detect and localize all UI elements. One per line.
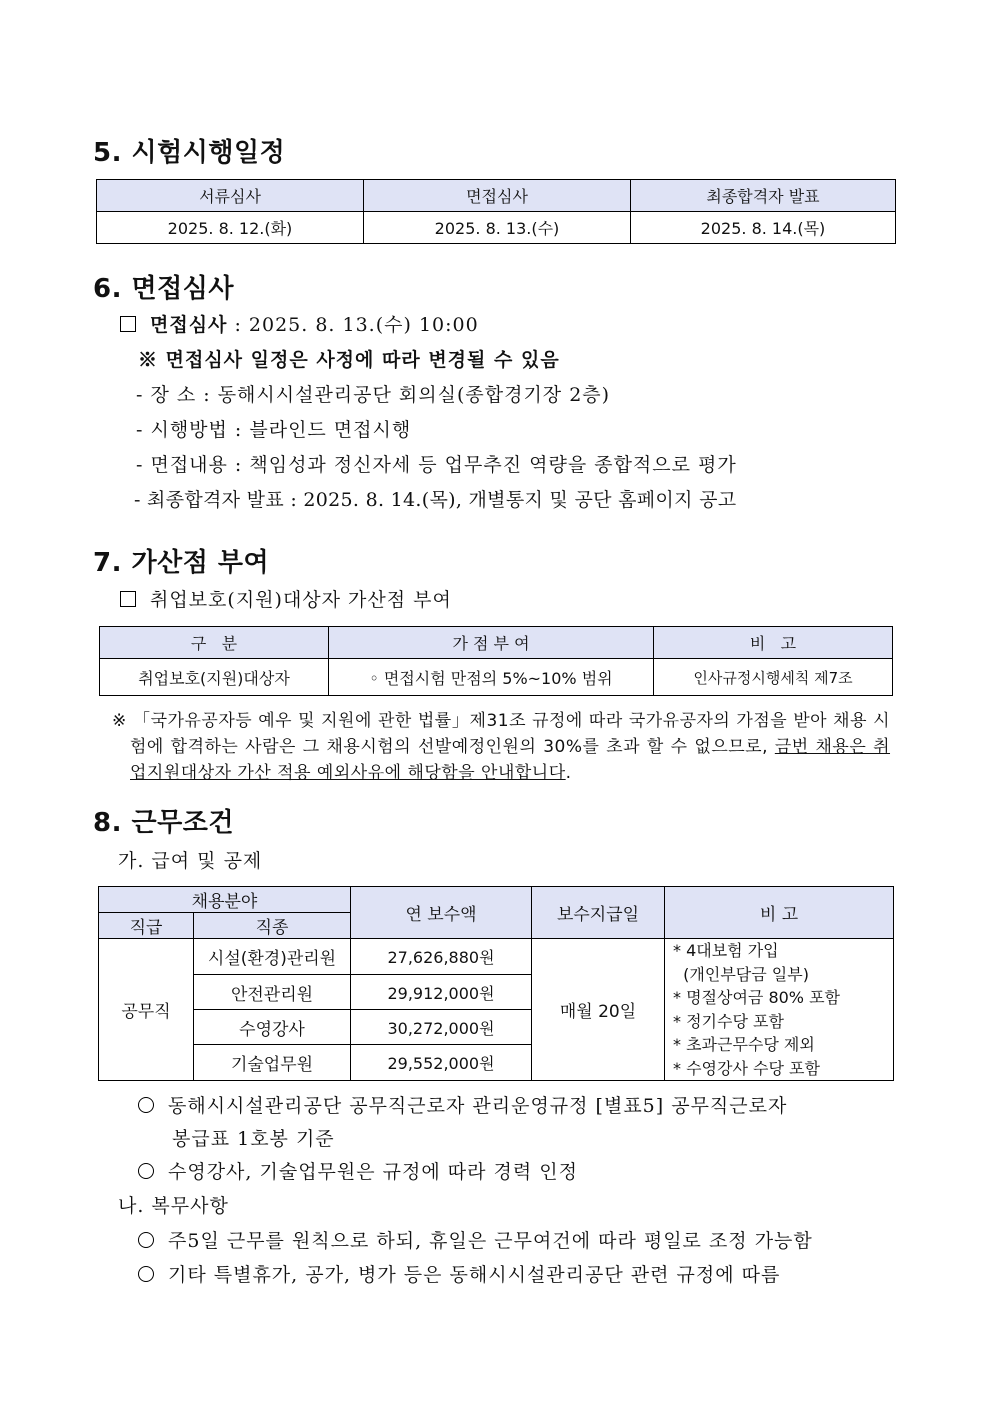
career-text: 수영강사, 기술업무원은 규정에 따라 경력 인정 xyxy=(168,1161,578,1183)
salary-cell: 29,552,000원 xyxy=(351,1045,532,1081)
bonus-category: 취업보호(지원)대상자 xyxy=(100,659,329,696)
header-payday: 보수지급일 xyxy=(532,887,665,939)
circle-bullet-icon xyxy=(138,1232,154,1248)
header-remark: 비 고 xyxy=(654,627,893,659)
checkbox-icon xyxy=(120,316,136,332)
bonus-item xyxy=(120,585,452,612)
interview-item-value: : 2025. 8. 13.(수) 10:00 xyxy=(227,314,479,336)
leave-text: 기타 특별휴가, 공가, 병가 등은 동해시시설관리공단 관련 규정에 따름 xyxy=(168,1264,781,1286)
bonus-item-text: 취업보호(지원)대상자 가산점 부여 xyxy=(150,589,452,611)
bonus-note-underlined: 금번 채용은 취업지원대상자 가산 적용 예외사유에 해당함을 안내합니다 xyxy=(130,737,891,783)
header-field: 채용분야 xyxy=(99,887,351,913)
salary-basis-continued: 봉급표 1호봉 기준 xyxy=(172,1128,335,1150)
payday-cell: 매월 20일 xyxy=(532,939,665,1081)
header-final-announcement: 최종합격자 발표 xyxy=(631,180,896,212)
date-document-review: 2025. 8. 12.(화) xyxy=(97,212,364,244)
header-salary: 연 보수액 xyxy=(351,887,532,939)
checkbox-icon xyxy=(120,591,136,607)
exam-schedule-table xyxy=(96,179,896,244)
salary-cell: 29,912,000원 xyxy=(351,975,532,1010)
header-category: 구 분 xyxy=(100,627,329,659)
header-bonus: 가 점 부 여 xyxy=(329,627,654,659)
header-grade: 직급 xyxy=(99,913,194,939)
interview-content: - 면접내용 : 책임성과 정신자세 등 업무추진 역량을 종합적으로 평가 xyxy=(136,454,737,476)
bonus-note xyxy=(112,708,890,786)
header-document-review: 서류심사 xyxy=(97,180,364,212)
subsection-service: 나. 복무사항 xyxy=(118,1195,229,1217)
circle-bullet-icon xyxy=(138,1266,154,1282)
header-remarks: 비 고 xyxy=(665,887,894,939)
interview-location: - 장 소 : 동해시시설관리공단 회의실(종합경기장 2층) xyxy=(136,384,611,406)
circle-bullet-icon xyxy=(138,1163,154,1179)
workweek-bullet xyxy=(138,1226,813,1253)
date-interview: 2025. 8. 13.(수) xyxy=(364,212,631,244)
circle-bullet-icon xyxy=(138,1097,154,1113)
interview-item-label: 면접심사 xyxy=(150,314,228,336)
grade-cell: 공무직 xyxy=(99,939,194,1081)
type-cell: 시설(환경)관리원 xyxy=(194,939,351,975)
remark-line: * 정기수당 포함 xyxy=(673,1011,784,1031)
remark-line: * 명절상여금 80% 포함 xyxy=(673,988,841,1007)
interview-item xyxy=(120,310,479,337)
section-5-title: 5. 시험시행일정 xyxy=(93,138,286,168)
salary-table xyxy=(98,886,894,1081)
career-bullet xyxy=(138,1157,578,1184)
bonus-note-text: ※ 「국가유공자등 예우 및 지원에 관한 법률」제31조 규정에 따라 국가유공자의 가점을 받아 채용 시험에 합격하는 사람은 그 채용시험의 선발예정인원의 30%를 초과 할 수 없으므로, xyxy=(112,711,890,757)
bonus-range: ◦ 면접시험 만점의 5%~10% 범위 xyxy=(329,659,654,696)
final-announcement-line: - 최종합격자 발표 : 2025. 8. 14.(목), 개별통지 및 공단 홈페이지 공고 xyxy=(134,489,737,511)
subsection-salary: 가. 급여 및 공제 xyxy=(118,850,263,872)
workweek-text: 주5일 근무를 원칙으로 하되, 휴일은 근무여건에 따라 평일로 조정 가능함 xyxy=(168,1230,813,1252)
remarks-cell xyxy=(665,939,894,1081)
salary-cell: 30,272,000원 xyxy=(351,1010,532,1045)
salary-basis-text: 동해시시설관리공단 공무직근로자 관리운영규정 [별표5] 공무직근로자 xyxy=(168,1095,788,1117)
type-cell: 수영강사 xyxy=(194,1010,351,1045)
interview-method: - 시행방법 : 블라인드 면접시행 xyxy=(136,419,412,441)
salary-basis-bullet xyxy=(138,1091,787,1118)
type-cell: 안전관리원 xyxy=(194,975,351,1010)
leave-bullet xyxy=(138,1260,780,1287)
section-6-title: 6. 면접심사 xyxy=(93,274,234,304)
type-cell: 기술업무원 xyxy=(194,1045,351,1081)
remark-line: (개인부담금 일부) xyxy=(673,964,809,984)
remark-line: * 4대보험 가입 xyxy=(673,941,779,960)
bonus-remark: 인사규정시행세칙 제7조 xyxy=(654,659,893,696)
section-7-title: 7. 가산점 부여 xyxy=(93,548,270,578)
section-8-title: 8. 근무조건 xyxy=(93,808,234,838)
bonus-points-table xyxy=(99,626,893,696)
remark-line: * 초과근무수당 제외 xyxy=(673,1035,815,1054)
date-final-announcement: 2025. 8. 14.(목) xyxy=(631,212,896,244)
remark-line: * 수영강사 수당 포함 xyxy=(673,1058,820,1078)
header-type: 직종 xyxy=(194,913,351,939)
salary-cell: 27,626,880원 xyxy=(351,939,532,975)
header-interview: 면접심사 xyxy=(364,180,631,212)
bonus-note-end: . xyxy=(565,763,572,783)
interview-notice: ※ 면접심사 일정은 사정에 따라 변경될 수 있음 xyxy=(138,349,560,371)
